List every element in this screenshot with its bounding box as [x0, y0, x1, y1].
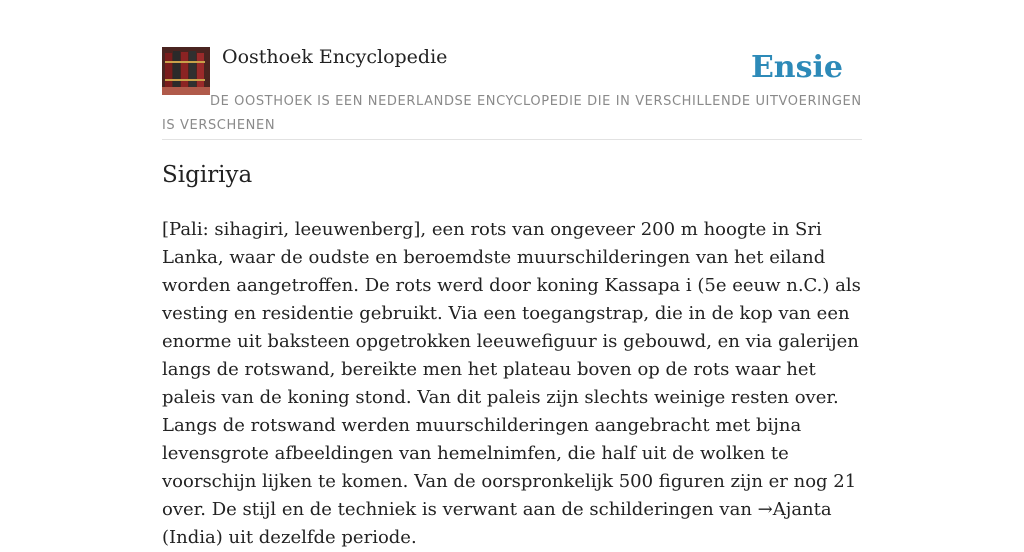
ensie-logo-link[interactable]: Ensie — [750, 50, 843, 85]
arrow-right-icon: → — [757, 499, 773, 520]
cross-reference-label: Ajanta — [772, 499, 832, 520]
cross-reference-link-ajanta[interactable] — [758, 499, 832, 520]
site-title[interactable]: Oosthoek Encyclopedie — [222, 46, 448, 68]
site-tagline: DE OOSTHOEK IS EEN NEDERLANDSE ENCYCLOPEDIE DIE IN VERSCHILLENDE UITVOERINGEN IS VERSCHENEN — [162, 94, 862, 133]
entry-body-text-end: (India) uit dezelfde periode. — [162, 527, 417, 548]
site-header — [162, 40, 862, 140]
entry-title: Sigiriya — [162, 162, 253, 188]
entry-body — [162, 216, 862, 552]
encyclopedia-books-icon[interactable] — [162, 47, 210, 95]
entry-body-text: [Pali: sihagiri, leeuwenberg], een rots van ongeveer 200 m hoogte in Sri Lanka, waar de oudste en beroemdste muurschilderingen van het eiland worden aangetroffen. De rots werd door koning Kassapa i (5e eeuw n.C.) als vesting en residentie gebruikt. Via een toegangstrap, die in de kop van een enorme uit baksteen opgetrokken leeuwefiguur is gebouwd, en via galerijen langs de rotswand, bereikte men het plateau boven op de rots waar het paleis van de koning stond. Van dit paleis zijn slechts weinige resten over. Langs de rotswand werden muurschilderingen aangebracht met bijna levensgrote afbeeldingen van hemelnimfen, die half uit de wolken te voorschijn lijken te komen. Van de oorspronkelijk 500 figuren zijn er nog 21 over. De stijl en de techniek is verwant aan de schilderingen van — [162, 219, 861, 520]
